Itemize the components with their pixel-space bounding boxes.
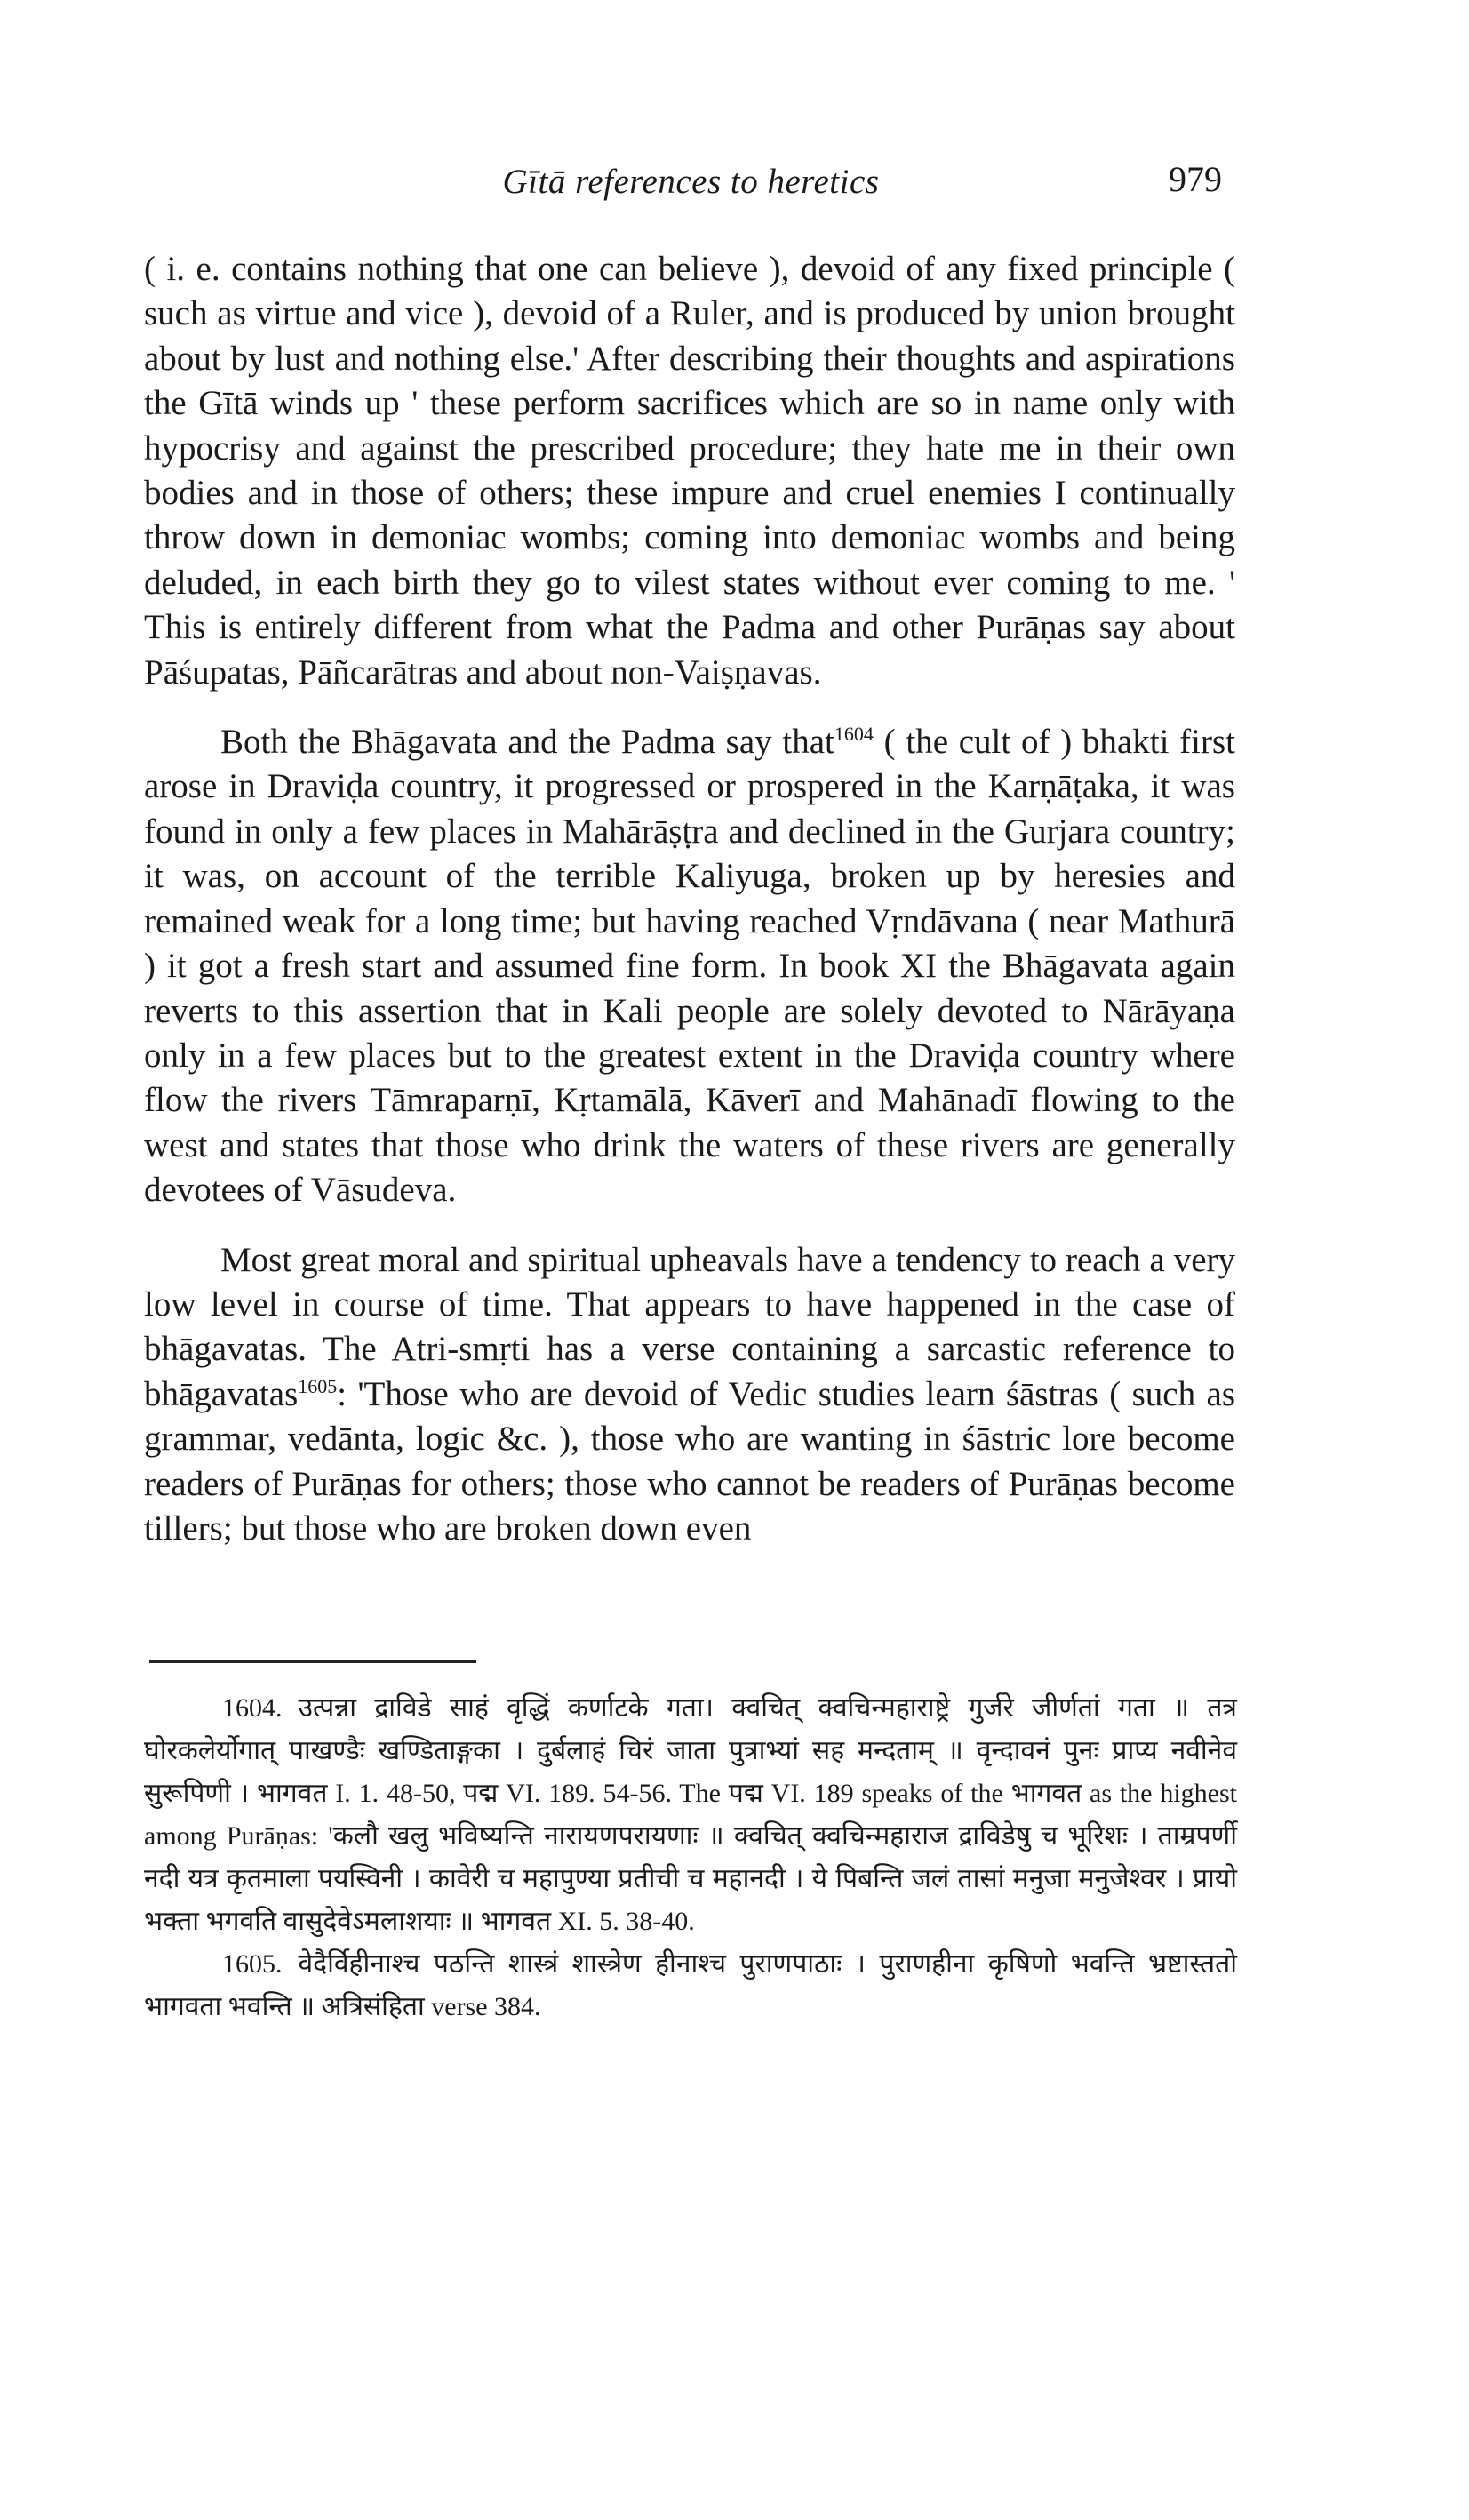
footnote-number: 1605. [222, 1949, 283, 1979]
footnote [144, 1943, 1237, 2028]
footnote-number: 1604. [222, 1693, 283, 1723]
page-header [151, 159, 1231, 215]
page-number: 979 [1169, 159, 1222, 199]
paragraph [144, 247, 1235, 695]
footnote-ref[interactable]: 1604 [834, 723, 874, 746]
main-text [144, 247, 1235, 1551]
footnote-text: वेदैर्विहीनाश्च पठन्ति शास्त्रं शास्त्रेण हीनाश्च पुराणपाठाः । पुराणहीना कृषिणो भवन्ति भ्रष्टास्ततो भागवता भवन्ति ॥ अत्रिसंहिता verse 384. [144, 1949, 1237, 2021]
paragraph-text: Most great moral and spiritual upheavals have a tendency to reach a very low level in course of time. That appears to have happened in the case of bhāgavatas. The Atri-smṛti has a verse containing a sarcastic reference to bhāgavatas [144, 1240, 1235, 1413]
paragraph-text: Both the Bhāgavata and the Padma say that [220, 723, 834, 762]
paragraph-text: : 'Those who are devoid of Vedic studies learn śāstras ( such as grammar, vedānta, logic &c. ), those who are wanting in śāstric lore become readers of Purāṇas for others; those who cannot be readers of Purāṇas become tillers; but those who are broken down even [144, 1374, 1235, 1548]
paragraph-text: ( i. e. contains nothing that one can believe ), devoid of any fixed principle ( such as virtue and vice ), devoid of a Ruler, and is produced by union brought about by lust and nothing else.' After describing their thoughts and aspirations the Gītā winds up ' these perform sacrifices which are so in name only with hypocrisy and against the prescribed procedure; they hate me in their own bodies and in those of others; these impure and cruel enemies I continually throw down in demoniac wombs; coming into demoniac wombs and being deluded, in each birth they go to vilest states without ever coming to me. ' This is entirely different from what the Padma and other Purāṇas say about Pāśupatas, Pāñcarātras and about non-Vaiṣṇavas. [144, 250, 1235, 692]
running-head: Gītā references to heretics [502, 163, 880, 201]
paragraph-text: ( the cult of ) bhakti first arose in Draviḍa country, it progressed or prospered in the Karṇāṭaka, it was found in only a few places in Mahārāṣṭra and declined in the Gurjara country; it was, on account of the terrible Kaliyuga, broken up by heresies and remained weak for a long time; but having reached Vṛndāvana ( near Mathurā ) it got a fresh start and assumed fine form. In book XI the Bhāgavata again reverts to this assertion that in Kali people are solely devoted to Nārāyaṇa only in a few places but to the greatest extent in the Draviḍa country where flow the rivers Tāmraparṇī, Kṛtamālā, Kāverī and Mahānadī flowing to the west and states that those who drink the waters of these rivers are generally devotees of Vāsudeva. [144, 723, 1235, 1210]
paragraph [144, 720, 1235, 1212]
footnote [144, 1687, 1237, 1943]
footnote-text: उत्पन्ना द्राविडे साहं वृद्धिं कर्णाटके गता। क्वचित् क्वचिन्महाराष्ट्रे गुर्जरे जीर्णतां गता ॥ तत्र घोरकलेर्योगात् पाखण्डैः खण्डिताङ्गका । दुर्बलाहं चिरं जाता पुत्राभ्यां सह मन्दताम् ॥ वृन्दावनं पुनः प्राप्य नवीनेव सुरूपिणी । भागवत I. 1. 48-50, पद्म VI. 189. 54-56. The पद्म VI. 189 speaks of the भागवत as the highest among Purāṇas: 'कलौ खलु भविष्यन्ति नारायणपरायणाः ॥ क्वचित् क्वचिन्महाराज द्राविडेषु च भूरिशः । ताम्रपर्णी नदी यत्र कृतमाला पयस्विनी । कावेरी च महापुण्या प्रतीची च महानदी । ये पिबन्ति जलं तासां मनुजा मनुजेश्वर । प्रायो भक्ता भगवति वासुदेवेऽमलाशयाः ॥ भागवत XI. 5. 38-40. [144, 1693, 1237, 1936]
footnote-divider [149, 1660, 476, 1663]
footnotes [144, 1687, 1237, 2028]
paragraph [144, 1238, 1235, 1552]
footnote-ref[interactable]: 1605 [298, 1374, 338, 1397]
